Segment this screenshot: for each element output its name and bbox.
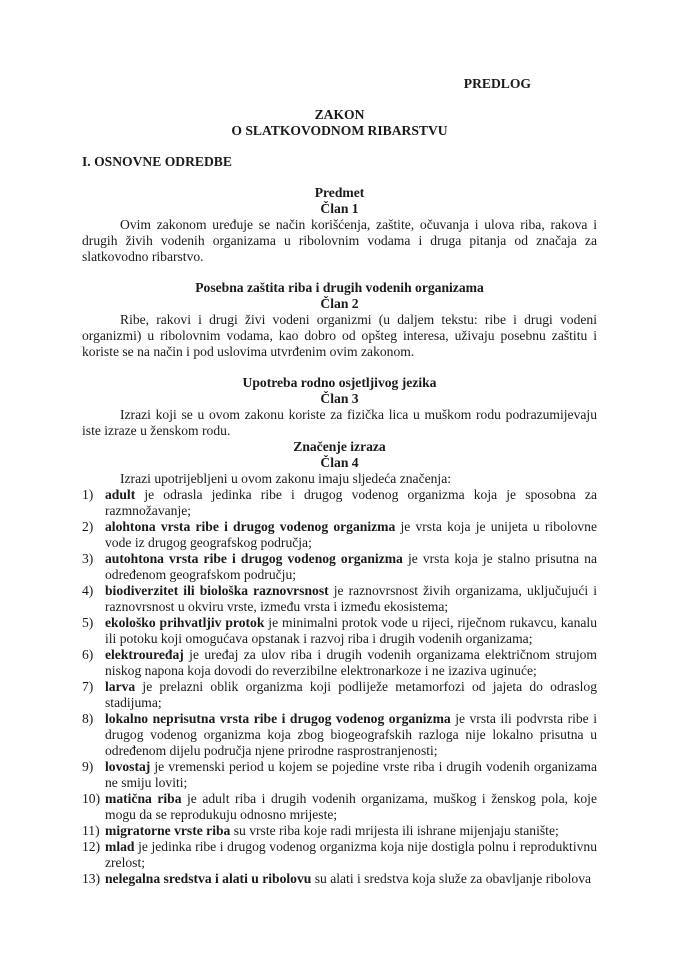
definition-number: 1) [82, 487, 94, 502]
document-label: PREDLOG [463, 76, 531, 91]
definition-number: 4) [82, 583, 94, 598]
definition-text: je jedinka ribe i drugog vodenog organizma koja nije dostigla polnu i reproduktivnu zrelost; [105, 839, 597, 870]
article-2 [82, 280, 597, 360]
definition-item [82, 615, 597, 647]
definition-term: elektrouređaj [105, 647, 184, 662]
definition-body [105, 583, 597, 615]
definition-text: je odrasla jedinka ribe i drugog vodenog organizma koja je sposobna za razmnožavanje; [105, 487, 597, 518]
article-3 [82, 375, 597, 439]
definition-text: je minimalni protok vode u rijeci, riječnom rukavcu, kanalu ili potoku koji omogućava opstanak i razvoj riba i drugih vodenih organizama; [105, 615, 597, 646]
definition-body [105, 615, 597, 647]
definition-number: 10) [82, 791, 101, 806]
article-text: Ovim zakonom uređuje se način korišćenja, zaštite, očuvanja i ulova riba, rakova i drugih živih vodenih organizama u ribolovnim vodama i druga pitanja od značaja za slatkovodno ribarstvo. [82, 217, 597, 264]
definition-term: matična riba [105, 791, 182, 806]
definition-item [82, 679, 597, 711]
definition-term: lokalno neprisutna vrsta ribe i drugog vodenog organizma [105, 711, 451, 726]
definition-text: je vrsta ili podvrsta ribe i drugog vodenog organizma koja zbog biogeografskih razloga nije lokalno prisutna u određenom dijelu područja njene prirodne rasprostranjenosti; [105, 711, 597, 758]
definition-body [105, 519, 597, 551]
definition-text: je adult riba i drugih vodenih organizama, muškog i ženskog pola, koje mogu da se reprodukuju odnosno mrijeste; [105, 791, 597, 822]
definition-number: 12) [82, 839, 101, 854]
document-page [82, 76, 597, 887]
article-text: Izrazi upotrijebljeni u ovom zakonu imaju sljedeća značenja: [120, 471, 452, 486]
article-heading: Posebna zaštita riba i drugih vodenih organizama [195, 280, 484, 295]
definition-term: ekološko prihvatljiv protok [105, 615, 265, 630]
definition-item [82, 839, 597, 871]
article-number: Član 3 [320, 391, 359, 406]
definition-term: migratorne vrste riba [105, 823, 231, 838]
definition-item [82, 487, 597, 519]
definition-body [105, 647, 597, 679]
definition-item [82, 759, 597, 791]
article-heading: Značenje izraza [293, 439, 386, 454]
definition-body [105, 487, 597, 519]
definition-number: 5) [82, 615, 94, 630]
law-title [82, 107, 597, 139]
definition-item [82, 583, 597, 615]
definition-number: 11) [82, 823, 100, 838]
article-4 [82, 439, 597, 887]
definition-number: 13) [82, 871, 101, 886]
definition-body [105, 823, 597, 839]
definition-term: biodiverzitet ili biološka raznovrsnost [105, 583, 329, 598]
law-title-line2: O SLATKOVODNOM RIBARSTVU [231, 123, 448, 138]
definition-text: je vremenski period u kojem se pojedine vrste riba i drugih vodenih organizama ne smiju loviti; [105, 759, 597, 790]
definition-body [105, 711, 597, 759]
definition-item [82, 871, 597, 887]
section-heading: I. OSNOVNE ODREDBE [82, 154, 232, 169]
definition-item [82, 791, 597, 823]
definition-body [105, 791, 597, 823]
definition-body [105, 839, 597, 871]
definition-term: mlad [105, 839, 135, 854]
definition-text: su vrste riba koje radi mrijesta ili ishrane mijenjaju stanište; [230, 823, 559, 838]
definition-term: lovostaj [105, 759, 151, 774]
definition-item [82, 823, 597, 839]
definition-term: alohtona vrsta ribe i drugog vodenog organizma [105, 519, 396, 534]
definition-text: je prelazni oblik organizma koji podliježe metamorfozi od jajeta do odraslog stadijuma; [105, 679, 597, 710]
definition-number: 9) [82, 759, 94, 774]
definition-body [105, 759, 597, 791]
definition-term: autohtona vrsta ribe i drugog vodenog organizma [105, 551, 403, 566]
definitions-list [82, 487, 597, 887]
definition-text: su alati i sredstva koja služe za obavljanje ribolova [311, 871, 592, 886]
definition-number: 8) [82, 711, 94, 726]
article-number: Član 2 [320, 296, 359, 311]
article-text: Ribe, rakovi i drugi živi vodeni organizmi (u daljem tekstu: ribe i drugi vodeni organizmi) u ribolovnim vodama, kao dobro od opšteg interesa, uživaju posebnu zaštitu i koriste se na način i pod uslovima utvrđenim ovim zakonom. [82, 312, 597, 359]
definition-number: 6) [82, 647, 94, 662]
definition-body [105, 551, 597, 583]
article-number: Član 1 [320, 201, 359, 216]
definition-item [82, 519, 597, 551]
definition-item [82, 551, 597, 583]
article-1 [82, 185, 597, 265]
article-number: Član 4 [320, 455, 359, 470]
definition-text: je uređaj za ulov riba i drugih vodenih organizama električnom strujom niskog napona koja dovodi do reverzibilne elektronarkoze i ne izaziva uginuće; [105, 647, 597, 678]
definition-text: je vrsta koja je stalno prisutna na određenom geografskom području; [105, 551, 597, 582]
definition-number: 7) [82, 679, 94, 694]
definition-number: 2) [82, 519, 94, 534]
definition-term: nelegalna sredstva i alati u ribolovu [105, 871, 312, 886]
definition-body [105, 871, 597, 887]
article-heading: Upotreba rodno osjetljivog jezika [242, 375, 437, 390]
definition-text: je raznovrsnost živih organizama, uključujući i raznovrsnost u okviru vrste, između vrsta i između ekosistema; [105, 583, 597, 614]
definition-term: larva [105, 679, 136, 694]
definition-body [105, 679, 597, 711]
definition-term: adult [105, 487, 136, 502]
article-heading: Predmet [314, 185, 365, 200]
definition-item [82, 647, 597, 679]
law-title-line1: ZAKON [314, 107, 365, 122]
definition-text: je vrsta koja je unijeta u ribolovne vode iz drugog geografskog područja; [105, 519, 597, 550]
definition-number: 3) [82, 551, 94, 566]
definition-item [82, 711, 597, 759]
article-text: Izrazi koji se u ovom zakonu koriste za fizička lica u muškom rodu podrazumijevaju iste izraze u ženskom rodu. [82, 407, 597, 438]
